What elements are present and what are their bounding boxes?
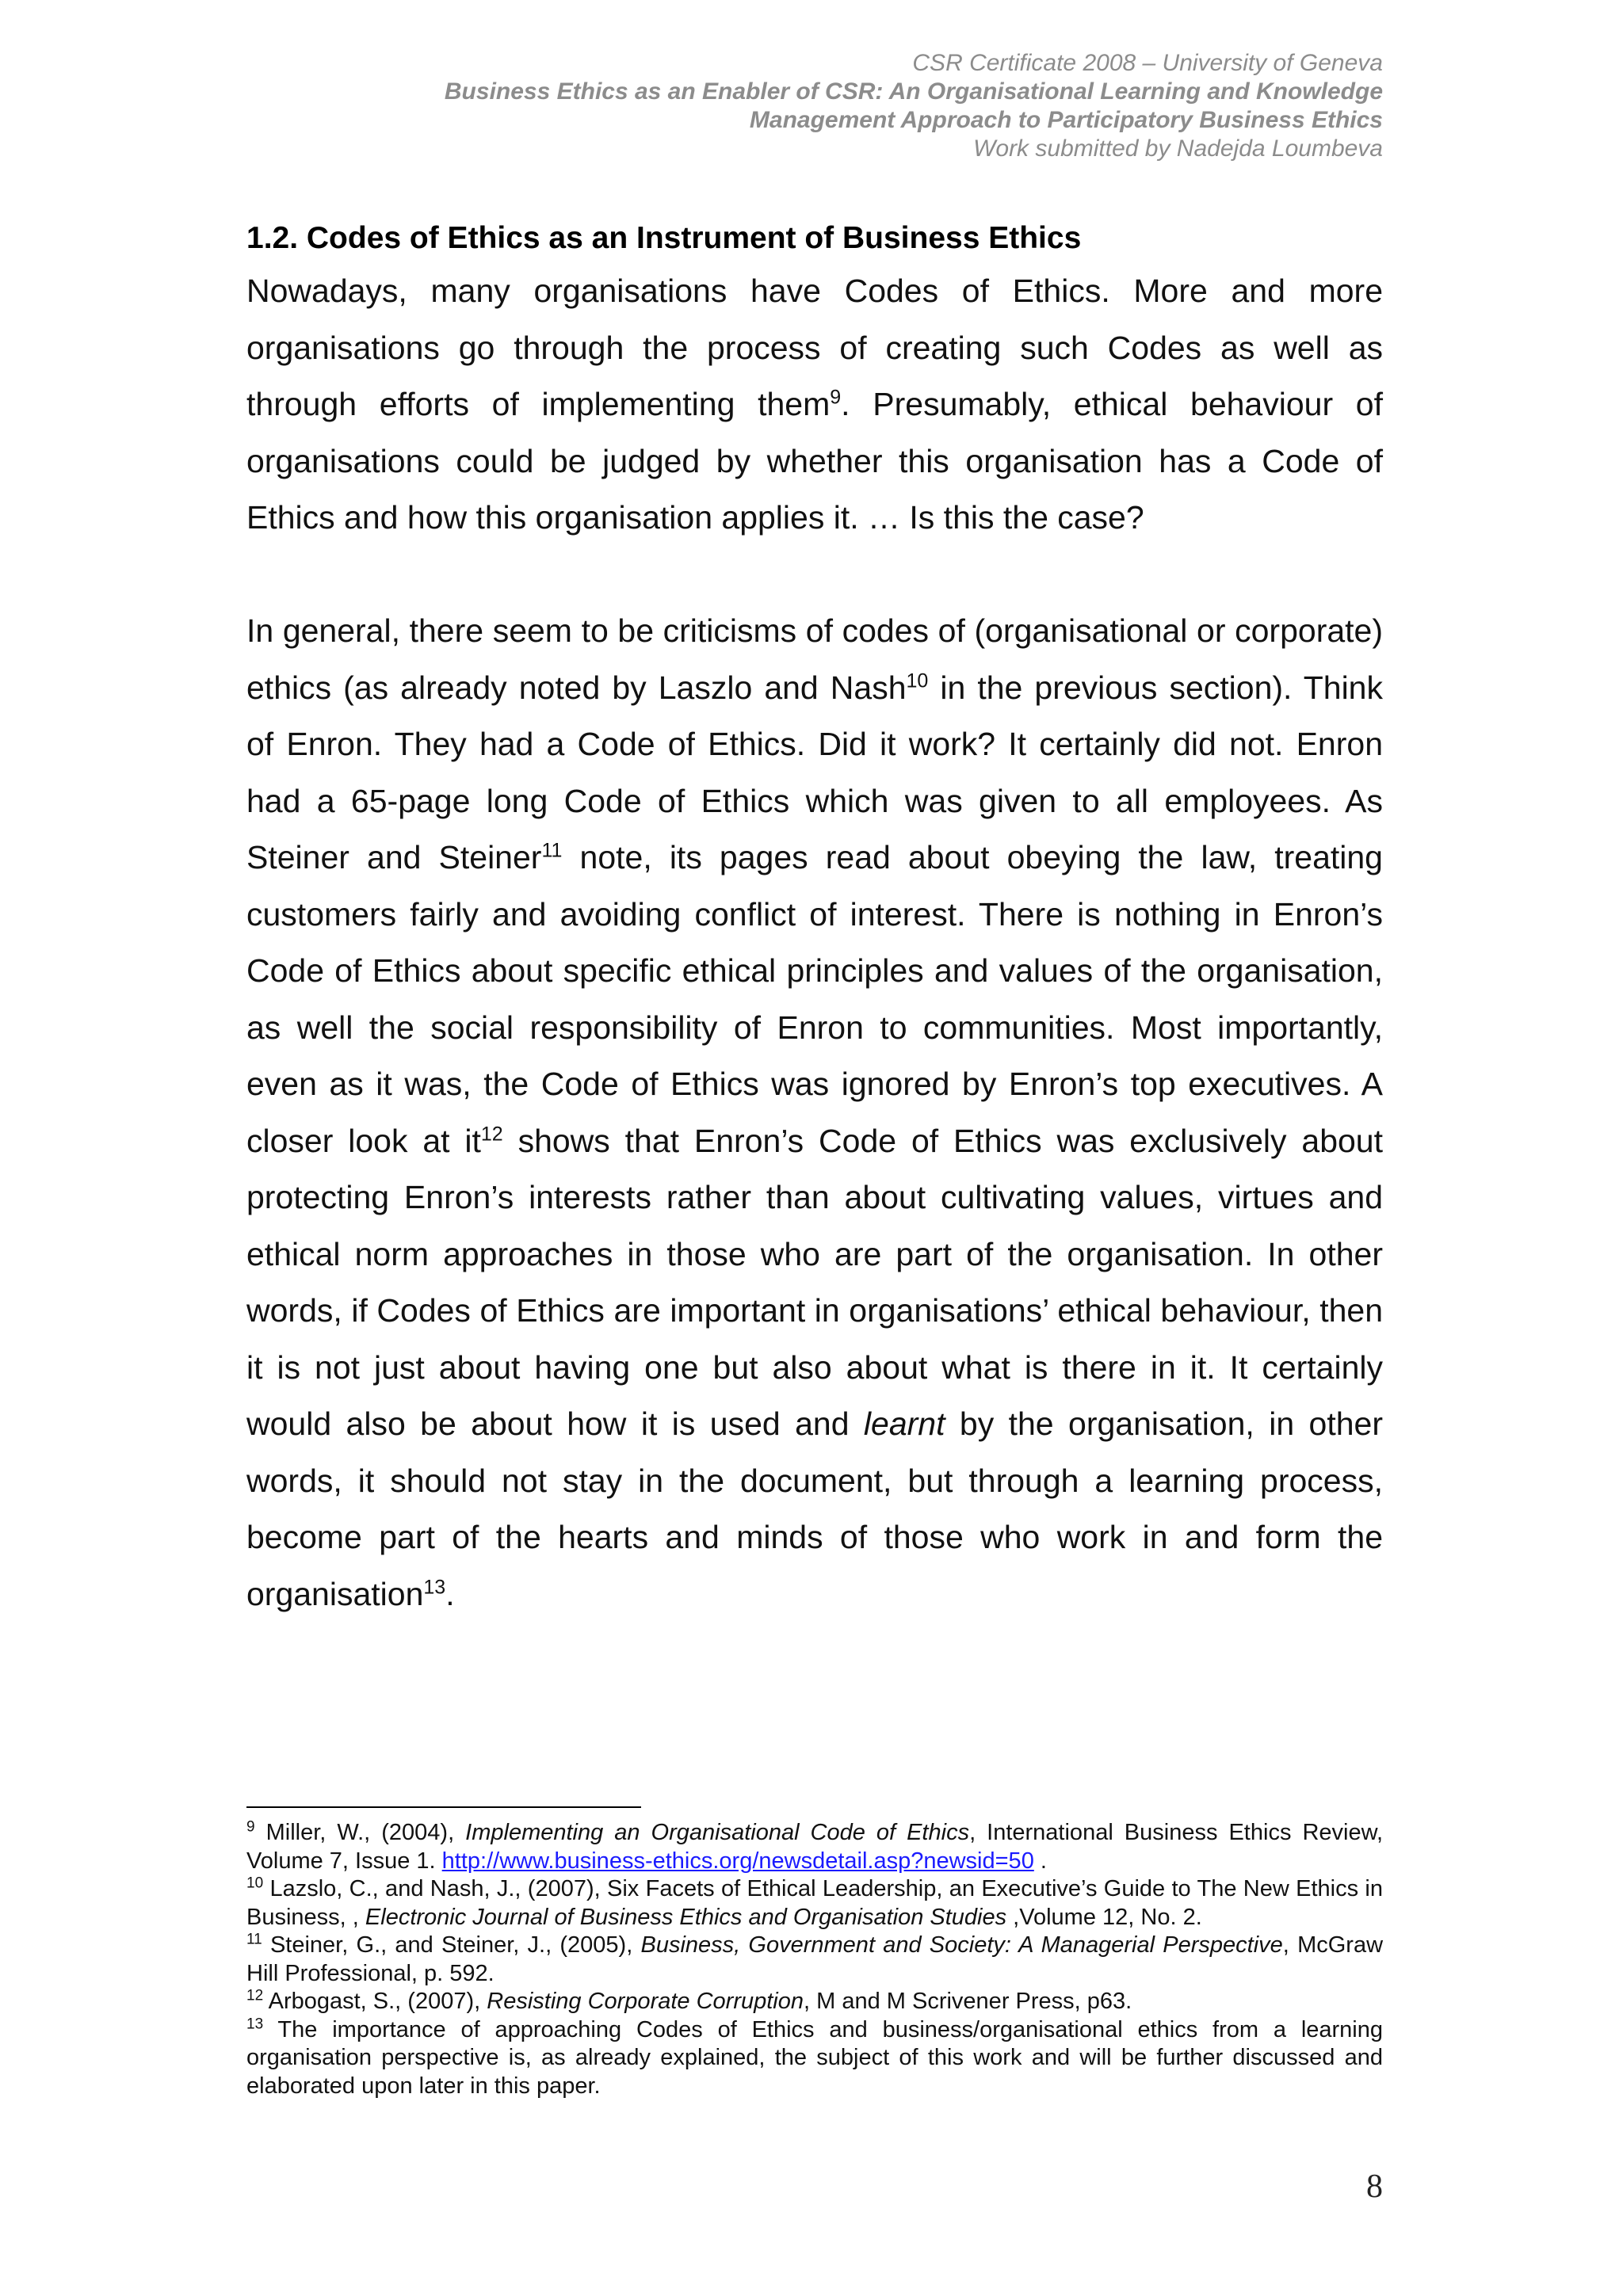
footnote-ref-11[interactable]: 11 <box>541 839 563 862</box>
footnote-text: , McGraw Hill Professional, p. 592. <box>246 1932 1384 1986</box>
paragraph-2-text-d: shows that Enron’s Code of Ethics was exclusively about protecting Enron’s interests rather than about cultivating values, virtues and ethical norm approaches in those who are part of the organisation. In other words, if Codes of Ethics are important in organisations’ ethical behaviour, then it is not just about having one but also about what is there in it. It certainly would also be about how it is used and <box>246 1122 1384 1442</box>
footnote-number: 13 <box>246 2015 264 2032</box>
footnote-text: Lazslo, C., and Nash, J., (2007), Six Facets of Ethical Leadership, an Executive’s Guide to The New Ethics in Business, , <box>246 1876 1383 1930</box>
paragraph-1-text-b: . Presumably, ethical behaviour of organisations could be judged by whether this organisation has a Code of Ethics and how this organisation applies it. … Is this the case? <box>246 386 1383 536</box>
footnote-13 <box>246 2016 1383 2101</box>
footnote-ref-12[interactable]: 12 <box>480 1122 503 1145</box>
footnote-title: Resisting Corporate Corruption <box>487 1989 804 2014</box>
header-title-line2: Management Approach to Participatory Business Ethics <box>749 107 1383 133</box>
header-title-line1: Business Ethics as an Enabler of CSR: An Organisational Learning and Knowledge <box>444 78 1383 105</box>
footnote-number: 10 <box>246 1875 264 1892</box>
paragraph-2-text-e: by the organisation, in other words, it should not stay in the document, but through a learning process, become part of the hearts and minds of those who work in and form the organisation <box>246 1405 1383 1612</box>
footnote-number: 11 <box>246 1931 262 1948</box>
footnote-11 <box>246 1932 1383 1988</box>
emphasis-learnt: learnt <box>863 1405 945 1442</box>
page-number: 8 <box>1366 2168 1383 2205</box>
paragraph-2-text-b: in the previous section). Think of Enron. They had a Code of Ethics. Did it work? It certainly did not. Enron had a 65-page long Code of Ethics which was given to all employees. As Steiner and Steiner <box>246 669 1383 875</box>
paragraph-2-text-a: In general, there seem to be criticisms of codes of (organisational or corporate) ethics (as already noted by Laszlo and Nash <box>246 612 1383 706</box>
footnote-text: , M and M Scrivener Press, p63. <box>804 1989 1132 2014</box>
footnote-text: The importance of approaching Codes of Ethics and business/organisational ethics from a learning organisation perspective is, as already explained, the subject of this work and will be further discussed and elaborated upon later in this paper. <box>246 2016 1383 2099</box>
footnote-text: ,Volume 12, No. 2. <box>1006 1904 1202 1930</box>
footnote-ref-10[interactable]: 10 <box>906 669 929 692</box>
footnote-text: , International Business Ethics Review, Volume 7, Issue 1. <box>246 1820 1383 1874</box>
paragraph-1-text-a: Nowadays, many organisations have Codes of Ethics. More and more organisations go through the process of creating such Codes as well as through efforts of implementing them <box>246 273 1383 422</box>
footnote-link[interactable]: http://www.business-ethics.org/newsdetail.asp?newsid=50 <box>441 1848 1034 1874</box>
footnote-12 <box>246 1988 1383 2016</box>
footnote-title: Implementing an Organisational Code of Ethics <box>465 1820 970 1845</box>
paragraph-2-text-f: . <box>445 1575 455 1612</box>
footnote-separator <box>246 1806 641 1808</box>
paragraph-1 <box>246 263 1383 547</box>
footnote-text: Steiner, G., and Steiner, J., (2005), <box>262 1932 641 1958</box>
footnote-text: Arbogast, S., (2007), <box>263 1989 487 2014</box>
header-certificate: CSR Certificate 2008 – University of Geneva <box>912 50 1383 76</box>
footnote-9 <box>246 1819 1383 1875</box>
footnote-text: . <box>1033 1848 1047 1874</box>
main-content <box>246 214 1383 1623</box>
footnotes <box>246 1819 1383 2100</box>
paragraph-2-text-c: note, its pages read about obeying the law, treating customers fairly and avoiding conflict of interest. There is nothing in Enron’s Code of Ethics about specific ethical principles and values of the organisation, as well the social responsibility of Enron to communities. Most importantly, even as it was, the Code of Ethics was ignored by Enron’s top executives. A closer look at it <box>246 839 1383 1159</box>
paragraph-2 <box>246 603 1383 1623</box>
running-header <box>445 49 1383 163</box>
footnote-ref-13[interactable]: 13 <box>423 1575 446 1598</box>
footnote-title: Electronic Journal of Business Ethics and Organisation Studies <box>365 1904 1007 1930</box>
footnote-text: Miller, W., (2004), <box>254 1820 466 1845</box>
footnote-number: 12 <box>246 1987 264 2004</box>
footnote-number: 9 <box>246 1818 255 1836</box>
footnote-ref-9[interactable]: 9 <box>830 386 842 409</box>
footnote-title: Business, Government and Society: A Managerial Perspective <box>640 1932 1283 1958</box>
section-heading: 1.2. Codes of Ethics as an Instrument of Business Ethics <box>246 221 1082 255</box>
footnote-10 <box>246 1875 1383 1932</box>
header-author: Work submitted by Nadejda Loumbeva <box>973 135 1383 162</box>
